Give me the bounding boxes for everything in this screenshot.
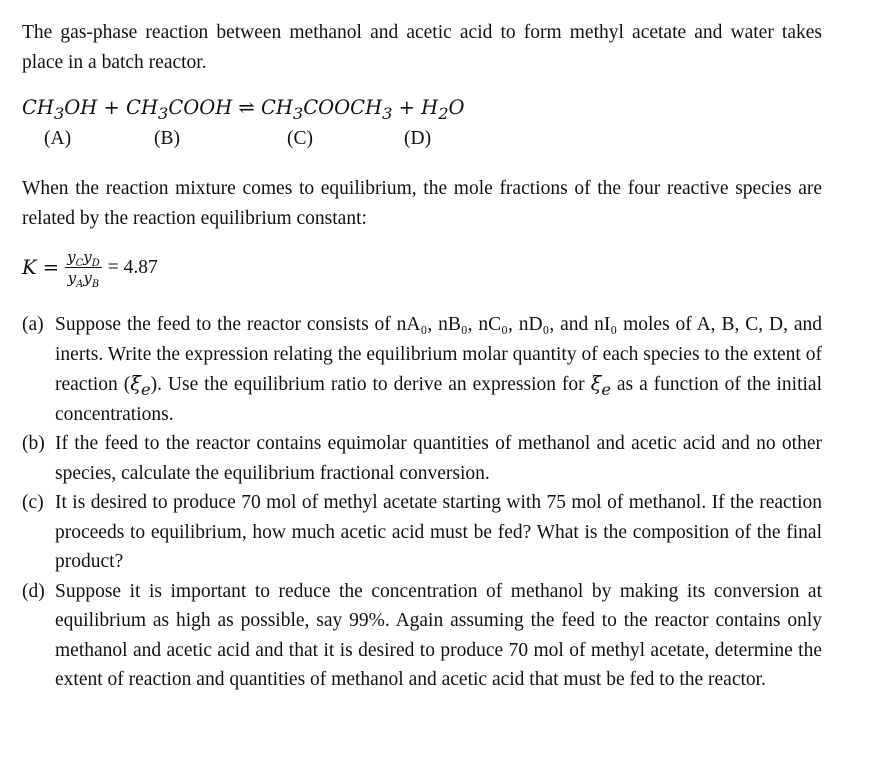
equilibrium-constant-expression [22, 248, 158, 290]
k-lhs: K = [22, 256, 60, 279]
k-value: = 4.87 [107, 256, 158, 278]
question-list [22, 310, 822, 695]
question-label: (d) [22, 580, 45, 602]
label-b: (B) [154, 128, 180, 149]
equilibrium-paragraph [22, 174, 822, 233]
question-label: (c) [22, 492, 44, 513]
question-label: (a) [22, 314, 44, 335]
label-a: (A) [44, 128, 72, 149]
k-denominator: $y_Ay_B$ [67, 269, 100, 290]
question-label: (b) [22, 433, 45, 454]
eq-acetic-acid: $CH_3COOH$ [126, 96, 233, 123]
question-text: It is desired to produce 70 mol of methyl acetate starting with 75 mol of methanol. If the reaction proceeds to equilibrium, how much acetic acid must be fed? What is the composition of the final product? [55, 492, 822, 572]
reaction-equation [22, 96, 465, 123]
eq-methanol: $CH_3OH$ [22, 96, 98, 123]
eq-plus-1: + [97, 96, 127, 119]
k-fraction [65, 248, 102, 290]
question-a [22, 310, 822, 429]
intro-paragraph [22, 18, 822, 77]
question-d [22, 577, 822, 695]
eq-methyl-acetate: $CH_3COOCH_3$ [260, 96, 393, 123]
intro-text: The gas-phase reaction between methanol and acetic acid to form methyl acetate and water takes place in a batch reactor. [22, 22, 822, 73]
label-d: (D) [404, 128, 432, 149]
question-b [22, 429, 822, 488]
eq-water: $H_2O$ [421, 96, 465, 123]
k-numerator: $y_Cy_D$ [67, 248, 100, 269]
question-text: Suppose the feed to the reactor consists of nA₀, nB₀, nC₀, nD₀, and nI₀ moles of A, B, C, D, and inerts. Write the expression relating the equilibrium molar quantity of each species to the extent of reaction $(\xi_e)$. Use the equilibrium ratio to derive an expression for $\xi_e$ as a function of the initial concentrations. [55, 314, 822, 425]
eq-equilibrium-arrow: ⇌ [232, 96, 261, 119]
label-c: (C) [287, 128, 313, 149]
equilibrium-text: When the reaction mixture comes to equilibrium, the mole fractions of the four reactive species are related by the reaction equilibrium constant: [22, 178, 822, 229]
question-text: If the feed to the reactor contains equimolar quantities of methanol and acetic acid and no other species, calculate the equilibrium fractional conversion. [55, 433, 822, 484]
eq-plus-2: + [392, 96, 422, 119]
question-c [22, 488, 822, 577]
question-text: Suppose it is important to reduce the concentration of methanol by making its conversion at equilibrium as high as possible, say 99%. Again assuming the feed to the reactor contains only methanol and acetic acid and that it is desired to produce 70 mol of methyl acetate, determine the extent of reaction and quantities of methanol and acetic acid that must be fed to the reactor. [55, 580, 822, 690]
